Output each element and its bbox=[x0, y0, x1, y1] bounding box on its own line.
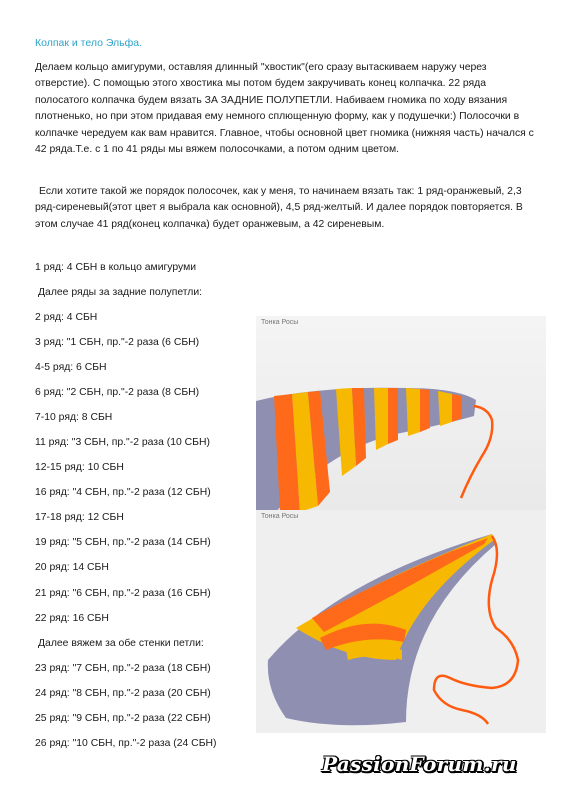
row-instruction: 1 ряд: 4 СБН в кольцо амигуруми bbox=[35, 262, 197, 273]
photo-striped-tube bbox=[256, 316, 546, 512]
row-instruction: 23 ряд: "7 СБН, пр."-2 раза (18 СБН) bbox=[35, 663, 211, 674]
photo-caption: Тонка Росы bbox=[261, 513, 299, 520]
row-instruction: 16 ряд: "4 СБН, пр."-2 раза (12 СБН) bbox=[35, 487, 211, 498]
site-watermark: PassionForum.ru bbox=[322, 752, 517, 776]
stripe-order-paragraph: Если хотите такой же порядок полосочек, как у меня, то начинаем вязать так: 1 ряд-оранжевый, 2,3 ряд-сиреневый(этот цвет я выбрала как основной), 4,5 ряд-желтый. И далее порядок повторяется. В этом случае 41 ряд(конец колпачка) будет оранжевым, а 42 сиреневым. bbox=[35, 186, 523, 230]
row-instruction: 20 ряд: 14 СБН bbox=[35, 562, 109, 573]
row-instruction: 4-5 ряд: 6 СБН bbox=[35, 362, 107, 373]
section-title: Колпак и тело Эльфа. bbox=[35, 37, 143, 49]
row-instruction: 21 ряд: "6 СБН, пр."-2 раза (16 СБН) bbox=[35, 588, 211, 599]
row-instruction: 19 ряд: "5 СБН, пр."-2 раза (14 СБН) bbox=[35, 537, 211, 548]
row-instruction: 6 ряд: "2 СБН, пр."-2 раза (8 СБН) bbox=[35, 387, 200, 398]
row-instruction: 12-15 ряд: 10 СБН bbox=[35, 462, 124, 473]
row-instruction: 2 ряд: 4 СБН bbox=[35, 312, 98, 323]
row-section-note: Далее вяжем за обе стенки петли: bbox=[38, 638, 204, 649]
row-instruction: 22 ряд: 16 СБН bbox=[35, 613, 109, 624]
row-instruction: 25 ряд: "9 СБН, пр."-2 раза (22 СБН) bbox=[35, 713, 211, 724]
photo-caption: Тонка Росы bbox=[261, 319, 299, 326]
row-instruction: 17-18 ряд: 12 СБН bbox=[35, 512, 124, 523]
row-instruction: 11 ряд: "3 СБН, пр."-2 раза (10 СБН) bbox=[35, 437, 210, 448]
row-instruction: 24 ряд: "8 СБН, пр."-2 раза (20 СБН) bbox=[35, 688, 211, 699]
row-section-note: Далее ряды за задние полупетли: bbox=[38, 287, 203, 298]
photo-gnome-hat bbox=[256, 510, 546, 733]
intro-paragraph: Делаем кольцо амигуруми, оставляя длинный "хвостик"(его сразу вытаскиваем наружу через отверстие). С помощью этого хвостика мы потом будем закручивать конец колпачка. 22 ряда полосатого колпачка будем вязать ЗА ЗАДНИЕ ПОЛУПЕТЛИ. Набиваем гномика по ходу вязания плотненько, но при этом придавая ему немного сплющенную форму, как у подушечки:) Полосочки в колпачке чередуем как вам нравится. Главное, чтобы основной цвет гномика (нижняя часть) начался с 42 ряда.Т.е. с 1 по 41 ряды мы вяжем полосочками, а потом одним цветом. bbox=[35, 62, 534, 156]
row-instruction: 26 ряд: "10 СБН, пр."-2 раза (24 СБН) bbox=[35, 738, 217, 749]
row-instruction: 3 ряд: "1 СБН, пр."-2 раза (6 СБН) bbox=[35, 337, 200, 348]
row-instruction: 7-10 ряд: 8 СБН bbox=[35, 412, 113, 423]
